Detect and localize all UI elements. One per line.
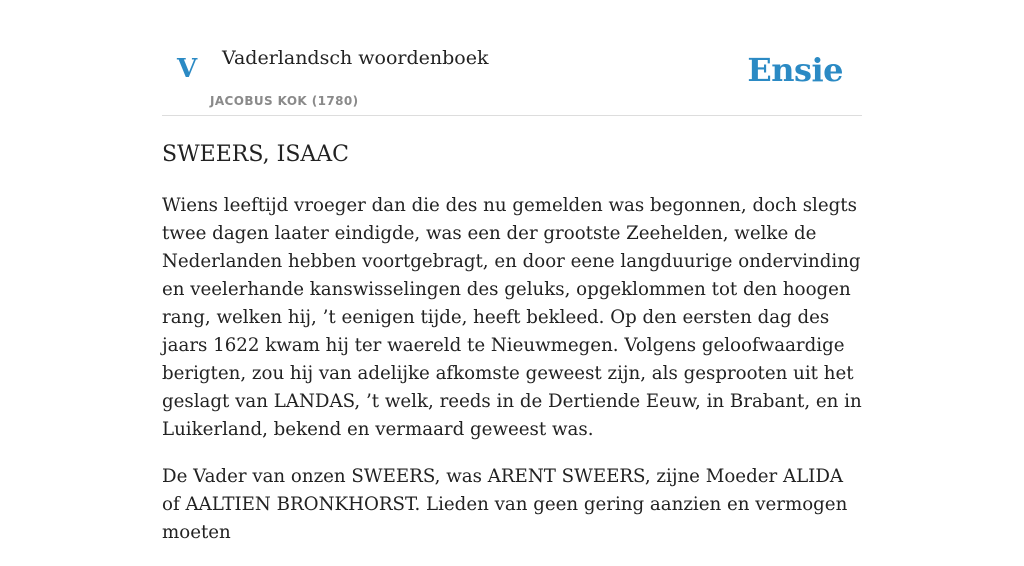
entry-title: SWEERS, ISAAC bbox=[162, 142, 350, 167]
letter-index-link[interactable]: V bbox=[177, 54, 198, 84]
book-header bbox=[162, 0, 862, 116]
book-title-link[interactable]: Vaderlandsch woordenboek bbox=[222, 47, 489, 69]
book-author: JACOBUS KOK (1780) bbox=[210, 94, 359, 108]
entry-paragraph: Wiens leeftijd vroeger dan die des nu gemelden was begonnen, doch slegts twee dagen laater eindigde, was een der grootste Zeehelden, welke de Nederlanden hebben voortgebragt, en door eene langduurige ondervinding en veelerhande kanswisselingen des geluks, opgeklommen tot den hoogen rang, welken hij, ’t eenigen tijde, heeft bekleed. Op den eersten dag des jaars 1622 kwam hij ter waereld te Nieuwmegen. Volgens geloofwaardige berigten, zou hij van adelijke afkomste geweest zijn, als gesprooten uit het geslagt van LANDAS, ’t welk, reeds in de Dertiende Eeuw, in Brabant, en in Luikerland, bekend en vermaard geweest was. bbox=[162, 195, 862, 440]
entry-body bbox=[162, 192, 862, 566]
entry-paragraph: De Vader van onzen SWEERS, was ARENT SWEERS, zijne Moeder ALIDA of AALTIEN BRONKHORST. Lieden van geen gering aanzien en vermogen moeten bbox=[162, 466, 848, 543]
page bbox=[162, 0, 862, 543]
ensie-logo-link[interactable]: Ensie bbox=[747, 51, 843, 89]
